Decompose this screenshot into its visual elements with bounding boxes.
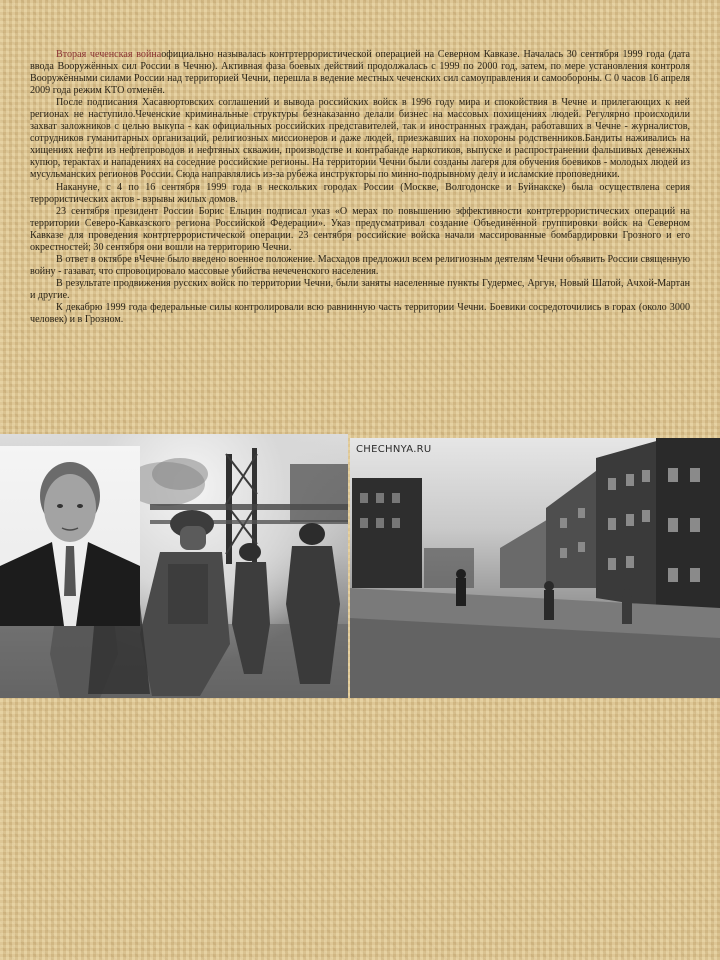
ruins-photo-watermark: CHECHNYA.RU [356, 444, 432, 455]
ruins-photo [350, 438, 720, 698]
paragraph-intro [30, 49, 690, 97]
paragraph-december: К декабрю 1999 года федеральные силы контролировали всю равнинную часть территории Чечни. Боевики сосредоточились в горах (около 3000 человек) и в Грозном. [30, 301, 690, 326]
portrait-photo [0, 446, 140, 626]
paragraph-yeltsin-decree: 23 сентября президент России Борис Ельцин подписал указ «О мерах по повышению эффективности контртеррористических операций на территории Северо-Кавказского региона Российской Федерации». Указ предусматривал создание Объединённой группировки войск на Северном Кавказе для проведения контртеррористической операции. 23 сентября российские войска начали массированные бомбардировки Грозного и его окрестностей; 30 сентября они вошли на территорию Чечни. [30, 205, 690, 253]
paragraph-after-khasavyurt: После подписания Хасавюртовских соглашений и вывода российских войск в 1996 году мира и спокойствия в Чечне и прилегающих к ней регионах не наступило.Чеченские криминальные структуры безнаказанно делали бизнес на массовых похищениях людей. Регулярно происходили захват заложников с целью выкупа - как официальных российских представителей, так и иностранных граждан, работавших в Чечне - журналистов, сотрудников гуманитарных организаций, религиозных миссионеров и даже людей, приезжавших на похороны родственников.Бандиты наживались на хищениях нефти из нефтепроводов и нефтяных скважин, производстве и контрабанде наркотиков, выпуске и распространении фальшивых денежных купюр, терактах и нападениях на соседние российские регионы. На территории Чечни были созданы лагеря для обучения боевиков - молодых людей из мусульманских регионов России. Сюда направлялись из-за рубежа инструкторы по минно-подрывному делу и исламские проповедники. [30, 97, 690, 181]
paragraph-advance: В результате продвижения русских войск по территории Чечни, были заняты населенные пункты Гудермес, Аргун, Новый Шатой, Ачхой-Мартан и другие. [30, 277, 690, 301]
paragraph-intro-text: официально называлась контртеррористической операцией на Северном Кавказе. Началась 30 сентября 1999 года (дата ввода Вооружённых сил России в Чечню). Активная фаза боевых действий продолжалась с 1999 по 2000 год, затем, по мере установления контроля Вооружёнными силами России над территорией Чечни, перешла в ведение местных чеченских сил самоуправления и самообороны. С 0 часов 16 апреля 2009 года режим КТО отменён. [30, 49, 690, 97]
portrait-drawing [0, 446, 140, 626]
photo-collage [0, 434, 720, 698]
article-text [30, 49, 690, 326]
paragraph-martial-law: В ответ в октябре вЧечне было введено военное положение. Масхадов предложил всем религиозным деятелям Чечни объявить России священную войну - газават, что спровоцировало массовые убийства нечеченского населения. [30, 253, 690, 277]
ruins-photo-drawing [350, 438, 720, 698]
paragraph-terror-acts: Накануне, с 4 по 16 сентября 1999 года в нескольких городах России (Москве, Волгодонске и Буйнакске) была осуществлена серия террористических актов - взрывы жилых домов. [30, 181, 690, 205]
paragraph-lead-term: Вторая чеченская война [56, 49, 162, 60]
